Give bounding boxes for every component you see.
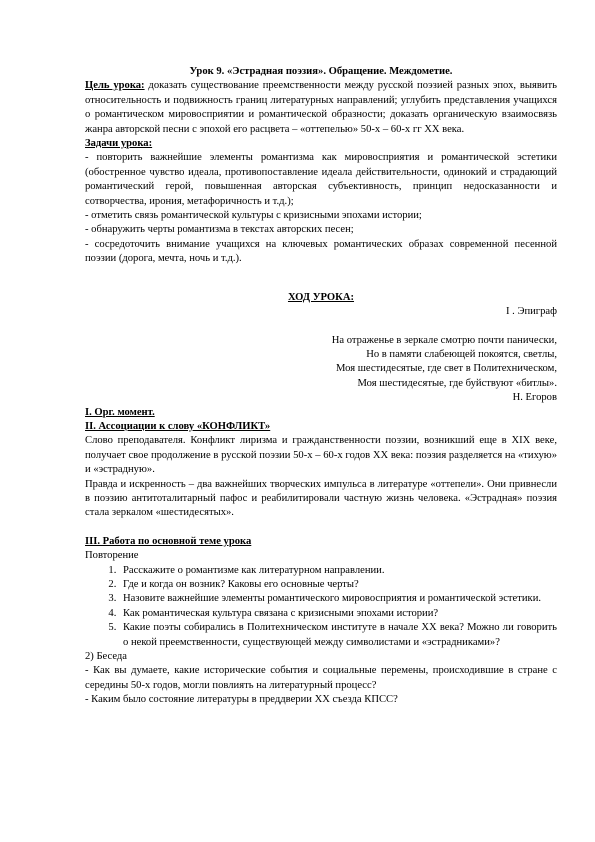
org-moment-heading: I. Орг. момент. <box>85 406 155 418</box>
task-item: - отметить связь романтической культуры с кризисными эпохами истории; <box>85 210 422 222</box>
conversation-question: - Каким было состояние литературы в преддверии XX съезда КПСС? <box>85 694 398 706</box>
list-item: 1. Расскажите о романтизме как литературном направлении. <box>119 564 557 578</box>
main-work-heading: III. Работа по основной теме урока <box>85 535 252 547</box>
list-item: 5. Какие поэты собирались в Политехническом институте в начале XX века? Можно ли говорить о некой преемственности, существующей между символистами и «эстрадниками»? <box>119 621 557 650</box>
list-item: 2. Где и когда он возник? Каковы его основные черты? <box>119 578 557 592</box>
goal-label: Цель урока: <box>85 80 145 92</box>
association-heading: II. Ассоциации к слову «КОНФЛИКТ» <box>85 420 271 432</box>
task-item: - обнаружить черты романтизма в текстах авторских песен; <box>85 224 354 236</box>
teacher-word-paragraph: Слово преподавателя. Конфликт лиризма и гражданственности поэзии, возникший еще в XIX веке, получает свое продолжение в русской поэзии 50-х – 60-х годов XX века: поэзия разделяется на «тихую» и «эстрадную». <box>85 435 557 476</box>
poem-author: Н. Егоров <box>512 392 557 404</box>
goal-text: доказать существование преемственности между русской поэзией разных эпох, выявить относительность и подвижность границ литературных направлений; углубить представления учащихся о романтическом мировосприятии и романтической образности; доказать органическую взаимосвязь жанра авторской песни с эпохой его расцвета – «оттепелью» 50-х – 60-х гг XX века. <box>85 80 558 135</box>
lesson-heading: ХОД УРОКА: <box>287 291 355 303</box>
list-item: 4. Как романтическая культура связана с кризисными эпохами истории? <box>119 607 557 621</box>
teacher-word-paragraph: Правда и искренность – два важнейших творческих импульса в литературе «оттепели». Они привнесли в поэзию антитоталитарный пафос и реабилитировали частную жизнь человека. «Эстрадная» поэзия стала зеркалом «шестидесятых». <box>85 478 557 519</box>
document-page <box>85 65 557 708</box>
poem-line: На отраженье в зеркале смотрю почти панически, <box>331 334 557 346</box>
goal-paragraph <box>85 79 557 137</box>
repeat-label: Повторение <box>85 550 139 562</box>
epigraph-label: I . Эпиграф <box>505 306 557 318</box>
poem-line: Но в памяти слабеющей покоятся, светлы, <box>366 348 557 360</box>
epigraph-poem <box>85 334 557 406</box>
questions-list <box>85 564 557 650</box>
page-title: Урок 9. «Эстрадная поэзия». Обращение. Междометие. <box>189 66 453 77</box>
poem-line: Моя шестидесятые, где свет в Политехническом, <box>335 363 557 375</box>
task-item: - сосредоточить внимание учащихся на ключевых романтических образах современной песенной поэзии (дорога, мечта, ночь и т.д.). <box>85 238 557 265</box>
task-item: - повторить важнейшие элементы романтизма как мировосприятия и романтической эстетики (обостренное чувство идеала, противопоставление идеала действительности, одинокий и страдающий романтический герой, повышенная авторская субъективность, принцип недосказанности и сотворчества, ирония, метафоричность и т.д.); <box>85 152 557 207</box>
list-item: 3. Назовите важнейшие элементы романтического мировосприятия и романтической эстетики. <box>119 592 557 606</box>
poem-line: Моя шестидесятые, где буйствуют «битлы». <box>357 377 557 389</box>
conversation-label: 2) Беседа <box>85 651 128 663</box>
tasks-label: Задачи урока: <box>85 138 153 150</box>
conversation-question: - Как вы думаете, какие исторические события и социальные перемены, происходившие в стране с середины 50-х годов, могли повлиять на литературный процесс? <box>85 665 557 691</box>
